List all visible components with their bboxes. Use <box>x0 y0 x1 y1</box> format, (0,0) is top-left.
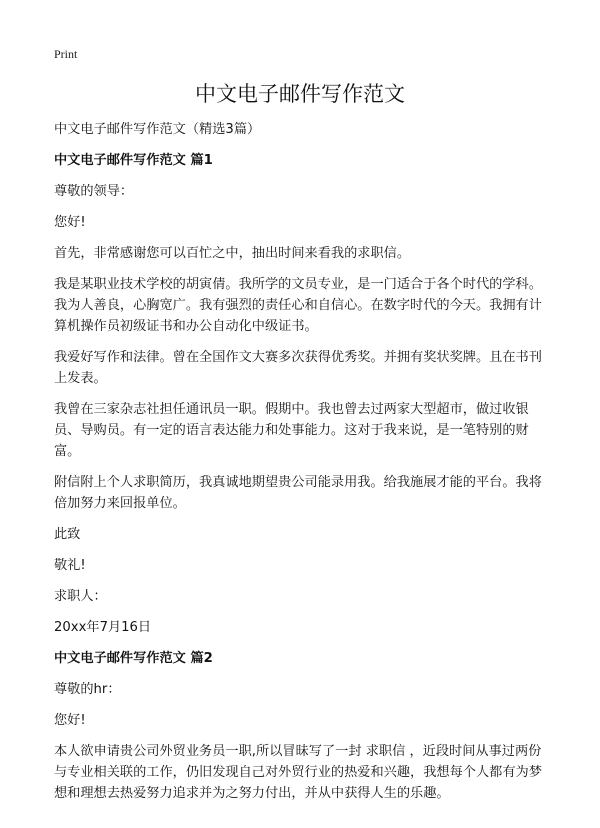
letter-hello: 您好! <box>54 713 86 728</box>
letter-paragraph: 附信附上个人求职简历，我真诚地期望贵公司能录用我。给我施展才能的平台。我将倍加努力来回报单位。 <box>54 475 542 511</box>
letter-paragraph: 我曾在三家杂志社担任通讯员一职。假期中。我也曾去过两家大型超市，做过收银员、导购员。有一定的语言表达能力和处事能力。这对于我来说，是一笔特别的财富。 <box>54 402 529 459</box>
document-subtitle: 中文电子邮件写作范文（精选3篇） <box>54 122 261 137</box>
letter-hello: 您好! <box>54 215 86 230</box>
letter-salute: 敬礼! <box>54 558 86 573</box>
print-label: Print <box>54 47 78 61</box>
letter-date: 20xx年7月16日 <box>54 620 152 635</box>
letter-paragraph: 我爱好写作和法律。曾在全国作文大赛多次获得优秀奖。并拥有奖状奖牌。且在书刊上发表。 <box>54 350 542 386</box>
letter-paragraph: 我是某职业技术学校的胡寅倩。我所学的文员专业，是一门适合于各个时代的学科。我为人善良，心胸宽广。我有强烈的责任心和自信心。在数字时代的今天。我拥有计算机操作员初级证书和办公自动化中级证书。 <box>54 277 542 334</box>
letter-paragraph: 本人欲申请贵公司外贸业务员一职,所以冒昧写了一封 求职信 ，近段时间从事过两份与专业相关联的工作，仍旧发现自己对外贸行业的热爱和兴趣，我想每个人都有为梦想和理想去热爱努力追求并为之努力付出，并从中获得人生的乐趣。 <box>54 744 542 801</box>
page-title: 中文电子邮件写作范文 <box>195 82 405 106</box>
letter-paragraph: 首先，非常感谢您可以百忙之中，抽出时间来看我的求职信。 <box>54 246 411 261</box>
letter-greeting: 尊敬的hr： <box>54 682 121 697</box>
letter-greeting: 尊敬的领导： <box>54 184 134 199</box>
section-heading-1: 中文电子邮件写作范文 篇1 <box>54 153 213 168</box>
letter-signer: 求职人： <box>54 589 107 604</box>
letter-closing: 此致 <box>54 527 81 542</box>
section-heading-2: 中文电子邮件写作范文 篇2 <box>54 651 213 666</box>
document-body <box>54 119 554 814</box>
